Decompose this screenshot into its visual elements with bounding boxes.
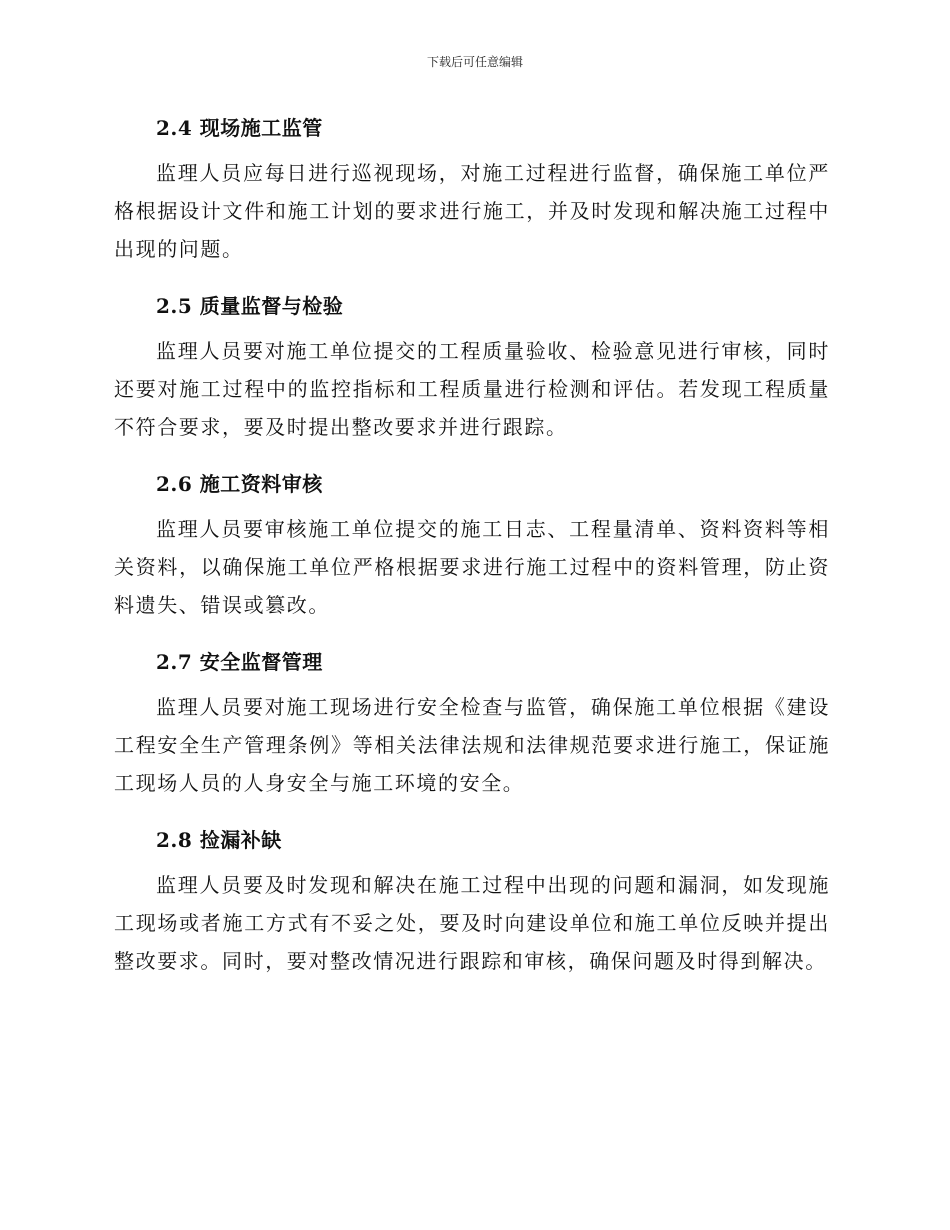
section-heading: 2.6 施工资料审核 (156, 472, 323, 496)
section-2-7 (114, 642, 830, 802)
section-paragraph: 监理人员要对施工单位提交的工程质量验收、检验意见进行审核，同时还要对施工过程中的监控指标和工程质量进行检测和评估。若发现工程质量不符合要求，要及时提出整改要求并进行跟踪。 (114, 339, 830, 439)
section-heading: 2.7 安全监督管理 (156, 650, 323, 674)
section-paragraph: 监理人员要审核施工单位提交的施工日志、工程量清单、资料资料等相关资料，以确保施工单位严格根据要求进行施工过程中的资料管理，防止资料遗失、错误或篡改。 (114, 517, 830, 617)
section-2-8 (114, 820, 830, 980)
document-content (114, 108, 830, 998)
section-heading: 2.5 质量监督与检验 (156, 294, 344, 318)
section-2-6 (114, 464, 830, 624)
section-paragraph: 监理人员要及时发现和解决在施工过程中出现的问题和漏洞，如发现施工现场或者施工方式有不妥之处，要及时向建设单位和施工单位反映并提出整改要求。同时，要对整改情况进行跟踪和审核，确保问题及时得到解决。 (114, 873, 830, 973)
section-heading: 2.4 现场施工监管 (156, 116, 323, 140)
section-heading: 2.8 捡漏补缺 (156, 828, 282, 852)
page-header: 下载后可任意编辑 (426, 55, 523, 69)
section-paragraph: 监理人员要对施工现场进行安全检查与监管，确保施工单位根据《建设工程安全生产管理条例》等相关法律法规和法律规范要求进行施工，保证施工现场人员的人身安全与施工环境的安全。 (114, 695, 830, 795)
section-2-4 (114, 108, 830, 268)
section-2-5 (114, 286, 830, 446)
section-paragraph: 监理人员应每日进行巡视现场，对施工过程进行监督，确保施工单位严格根据设计文件和施工计划的要求进行施工，并及时发现和解决施工过程中出现的问题。 (114, 161, 830, 261)
